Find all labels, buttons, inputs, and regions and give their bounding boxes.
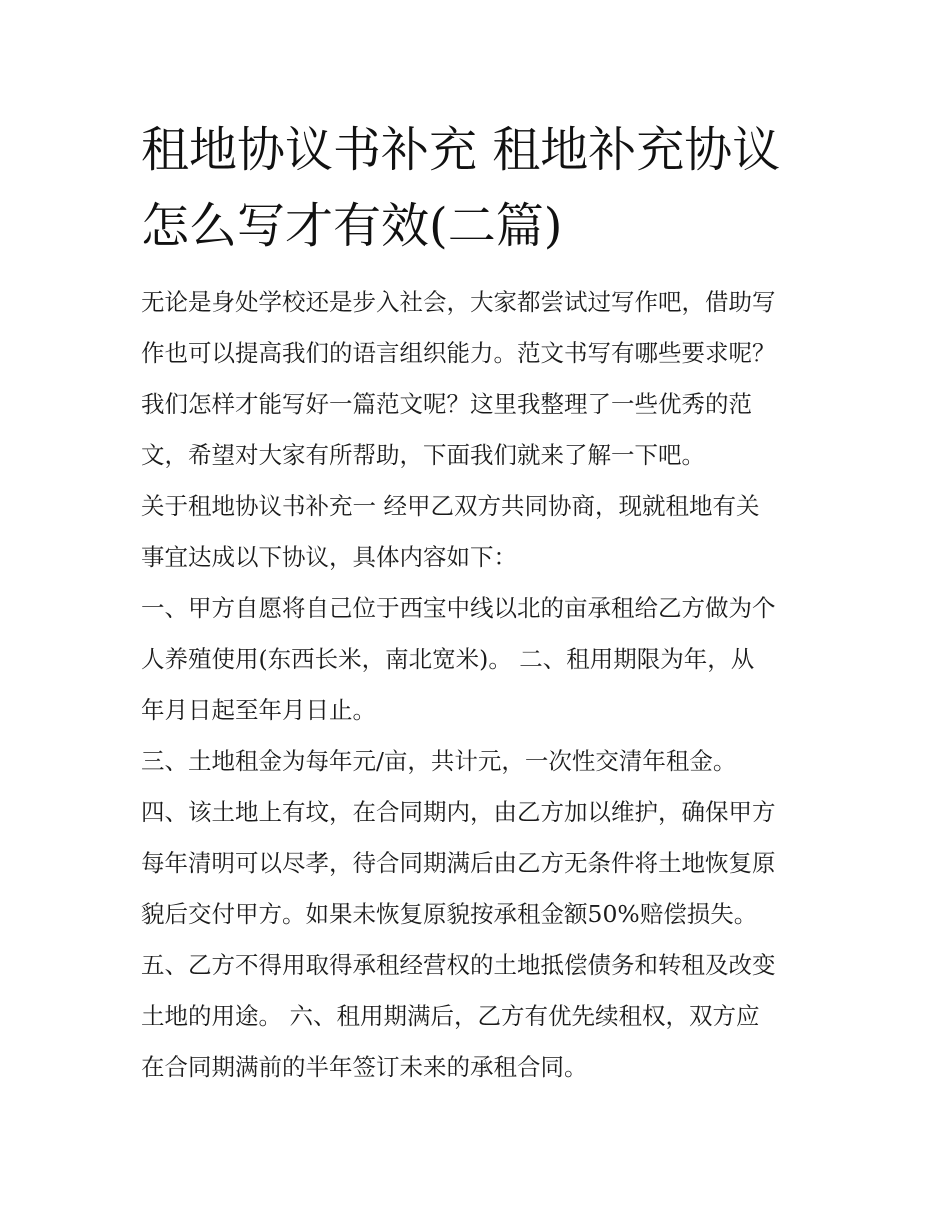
text-line: 每年清明可以尽孝，待合同期满后由乙方无条件将土地恢复原 bbox=[141, 849, 776, 877]
text-line: 三、土地租金为每年元/亩，共计元，一次性交清年租金。 bbox=[141, 747, 737, 775]
paragraph-clause-3 bbox=[141, 736, 831, 787]
text-line: 一、甲方自愿将自己位于西宝中线以北的亩承租给乙方做为个 bbox=[141, 594, 776, 622]
text-line: 五、乙方不得用取得承租经营权的土地抵偿债务和转租及改变 bbox=[141, 951, 776, 979]
text-line: 在合同期满前的半年签订未来的承租合同。 bbox=[141, 1053, 588, 1081]
text-line: 四、该土地上有坟，在合同期内，由乙方加以维护，确保甲方 bbox=[141, 798, 776, 826]
title-line: 租地协议书补充 租地补充协议 bbox=[141, 122, 781, 178]
text-line: 年月日起至年月日止。 bbox=[141, 696, 376, 724]
document-title bbox=[141, 112, 831, 264]
paragraph-clause-4 bbox=[141, 787, 831, 940]
text-line: 关于租地协议书补充一 经甲乙双方共同协商，现就租地有关 bbox=[141, 492, 760, 520]
text-line: 无论是身处学校还是步入社会，大家都尝试过写作吧，借助写 bbox=[141, 288, 776, 316]
text-line: 我们怎样才能写好一篇范文呢？这里我整理了一些优秀的范 bbox=[141, 390, 752, 418]
paragraph-intro bbox=[141, 277, 831, 481]
text-line: 貌后交付甲方。如果未恢复原貌按承租金额50%赔偿损失。 bbox=[141, 900, 758, 928]
paragraph-clause-5-6 bbox=[141, 940, 831, 1093]
document-body bbox=[141, 277, 831, 1093]
paragraph-preamble bbox=[141, 481, 831, 583]
text-line: 事宜达成以下协议，具体内容如下： bbox=[141, 543, 517, 571]
text-line: 作也可以提高我们的语言组织能力。范文书写有哪些要求呢？ bbox=[141, 339, 776, 367]
paragraph-clause-1-2 bbox=[141, 583, 831, 736]
text-line: 文，希望对大家有所帮助，下面我们就来了解一下吧。 bbox=[141, 441, 705, 469]
text-line: 土地的用途。 六、租用期满后，乙方有优先续租权，双方应 bbox=[141, 1002, 760, 1030]
text-line: 人养殖使用(东西长米，南北宽米)。 二、租用期限为年，从 bbox=[141, 645, 755, 673]
title-line: 怎么写才有效(二篇) bbox=[141, 198, 563, 254]
